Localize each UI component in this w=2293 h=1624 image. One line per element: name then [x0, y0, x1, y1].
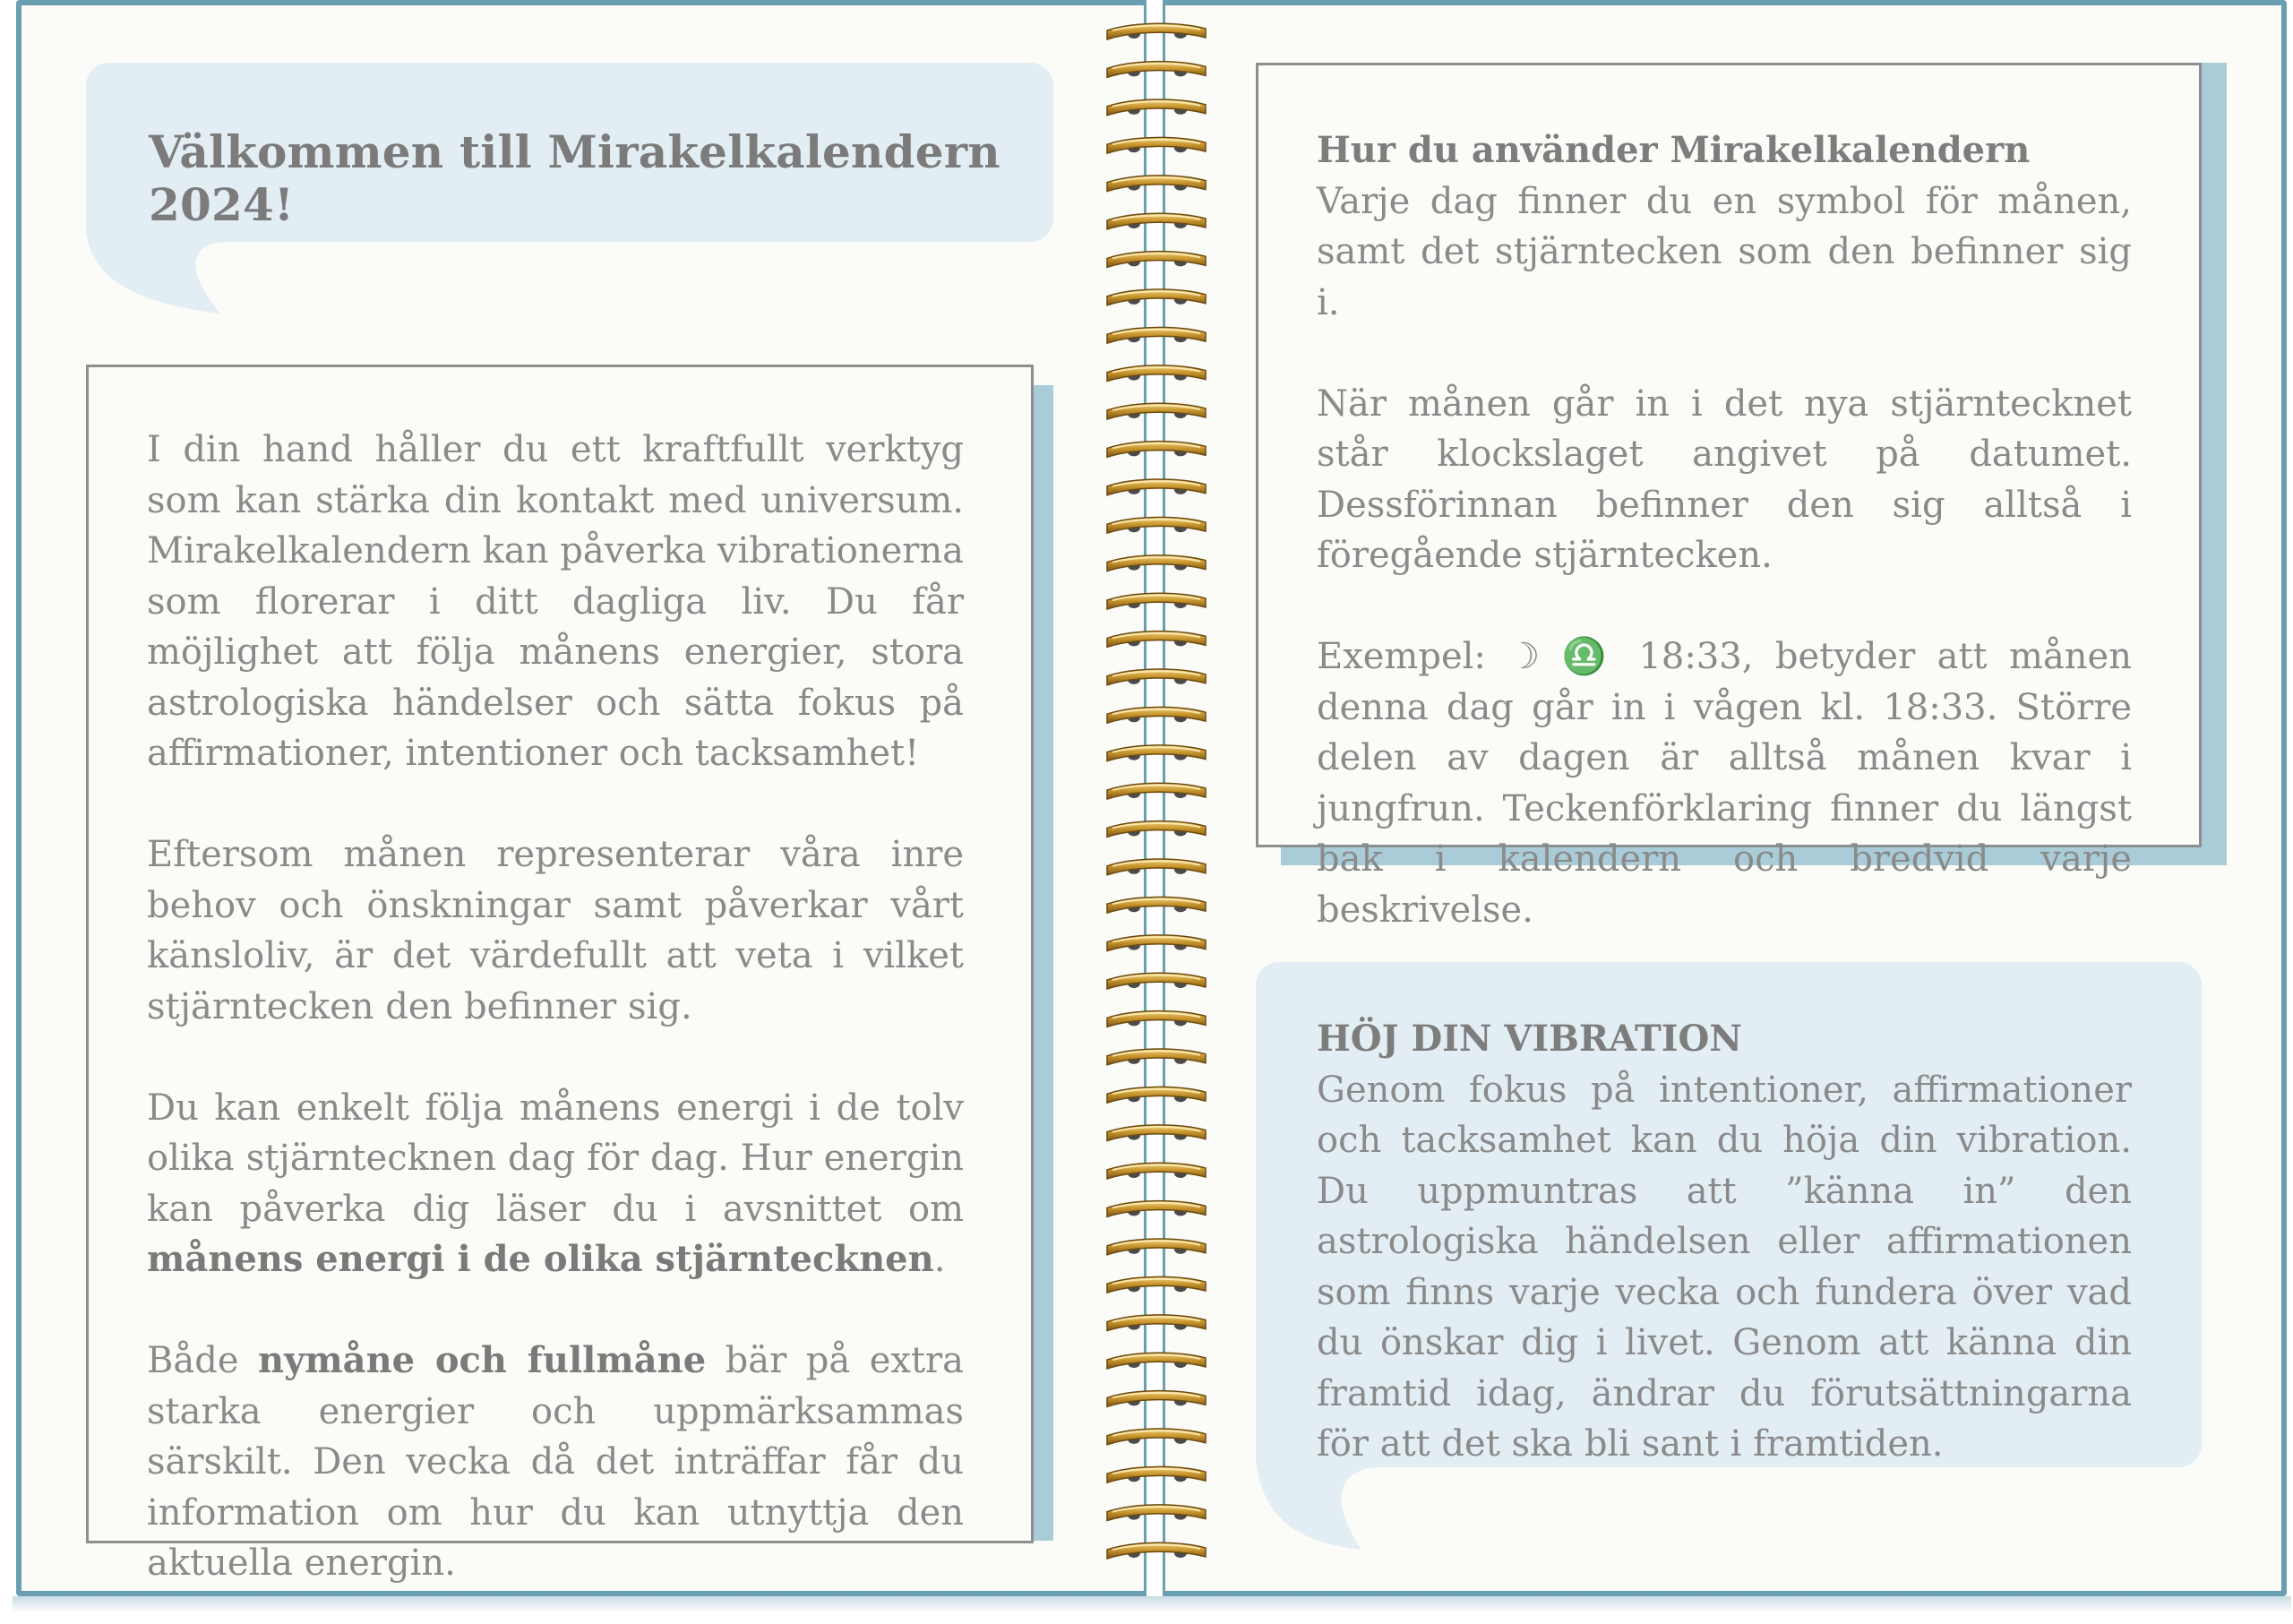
- spiral-coil: [1107, 1239, 1206, 1255]
- moon-energy-link-text: månens energi i de olika stjärntecknen: [147, 1238, 934, 1280]
- spiral-coil: [1107, 745, 1206, 761]
- spiral-coil: [1107, 289, 1206, 305]
- spiral-coil: [1107, 1315, 1206, 1331]
- new-full-moon-text: nymåne och fullmåne: [258, 1339, 707, 1381]
- spiral-coil: [1107, 821, 1206, 838]
- spiral-coil: [1107, 593, 1206, 609]
- spiral-coil: [1107, 973, 1206, 989]
- spiral-coil: [1107, 1353, 1206, 1369]
- spiral-coil: [1107, 707, 1206, 723]
- spiral-coil: [1107, 1125, 1206, 1141]
- spiral-coil: [1107, 669, 1206, 685]
- vibration-paragraph: HÖJ DIN VIBRATION Genom fokus på intentioner, affirmationer och tacksamhet kan du höja din vibration. Du uppmuntras att ”känna in” den astrologiska händelsen eller affirmationen som finns varje vecka och fundera över vad du önskar dig i livet. Genom att känna din framtid idag, ändrar du förutsättningarna för att det ska bli sant i framtiden.: [1317, 1014, 2132, 1470]
- spiral-coil: [1107, 99, 1206, 116]
- spiral-coil: [1107, 632, 1206, 648]
- spiral-coil: [1107, 1201, 1206, 1217]
- spiral-coil: [1107, 213, 1206, 229]
- spiral-coil: [1107, 935, 1206, 951]
- intro-paragraph-3: Du kan enkelt följa månens energi i de tolv olika stjärntecknen dag för dag. Hur energin kan påverka dig läser du i avsnittet om månens energi i de olika stjärntecknen.: [147, 1087, 964, 1280]
- spiral-coil: [1107, 517, 1206, 533]
- usage-paragraph-3: Exempel: ☽ ♎ 18:33, betyder att månen denna dag går in i vågen kl. 18:33. Större delen av dagen är alltså månen kvar i jungfrun. Teckenförklaring finner du längst bak i kalendern och bredvid varje beskrivelse.: [1317, 636, 2132, 931]
- spiral-coil: [1107, 137, 1206, 153]
- spiral-coil: [1107, 1087, 1206, 1103]
- spiral-coil: [1107, 1163, 1206, 1179]
- spiral-coil: [1107, 365, 1206, 382]
- spiral-coil: [1107, 897, 1206, 913]
- intro-paragraph-2: Eftersom månen representerar våra inre behov och önskningar samt påverkar vårt känsloliv, är det värdefullt att veta i vilket stjärntecken den befinner sig.: [147, 834, 964, 1027]
- intro-text: [147, 425, 964, 1589]
- spiral-coil: [1107, 1049, 1206, 1065]
- spiral-coil: [1107, 1391, 1206, 1407]
- welcome-title: Välkommen till Mirakelkalendern 2024!: [149, 125, 1001, 231]
- spiral-coil: [1107, 176, 1206, 192]
- spiral-coil: [1107, 252, 1206, 268]
- spiral-coil: [1107, 62, 1206, 78]
- usage-paragraph-1: Hur du använder Mirakelkalendern Varje dag finner du en symbol för månen, samt det stjärntecken som den befinner sig i.: [1317, 125, 2132, 328]
- intro-paragraph-1: I din hand håller du ett kraftfullt verktyg som kan stärka din kontakt med universum. Mirakelkalendern kan påverka vibrationerna som florerar i ditt dagliga liv. Du får möjlighet att följa månens energier, stora astrologiska händelser och sätta fokus på affirmationer, intentioner och tacksamhet!: [147, 429, 964, 774]
- spiral-coil: [1107, 555, 1206, 571]
- spiral-coil: [1107, 1466, 1206, 1482]
- vibration-heading: HÖJ DIN VIBRATION: [1317, 1018, 1742, 1060]
- spiral-coil: [1107, 403, 1206, 419]
- usage-text: [1317, 125, 2132, 935]
- spiral-coil: [1107, 1011, 1206, 1027]
- spiral-coil: [1107, 783, 1206, 799]
- spiral-coil: [1107, 1429, 1206, 1445]
- intro-paragraph-4: Både nymåne och fullmåne bär på extra starka energier och uppmärksammas särskilt. Den vecka då det inträffar får du information om hur du kan utnyttja den aktuella energin.: [147, 1339, 964, 1584]
- spiral-coil: [1107, 1542, 1206, 1559]
- spiral-coil: [1107, 327, 1206, 343]
- spiral-coil: [1107, 1505, 1206, 1521]
- usage-paragraph-2: När månen går in i det nya stjärntecknet står klockslaget angivet på datumet. Dessförinnan befinner den sig alltså i föregående stjärntecken.: [1317, 382, 2132, 576]
- spiral-coil: [1107, 859, 1206, 875]
- spiral-coil: [1107, 23, 1206, 39]
- vibration-text: [1317, 1014, 2132, 1470]
- usage-heading: Hur du använder Mirakelkalendern: [1317, 129, 2031, 171]
- spiral-coil: [1107, 442, 1206, 458]
- spiral-coil: [1107, 479, 1206, 495]
- spiral-binding: [1098, 18, 1215, 1594]
- welcome-bubble-tail: [86, 215, 229, 322]
- spiral-coil: [1107, 1276, 1206, 1293]
